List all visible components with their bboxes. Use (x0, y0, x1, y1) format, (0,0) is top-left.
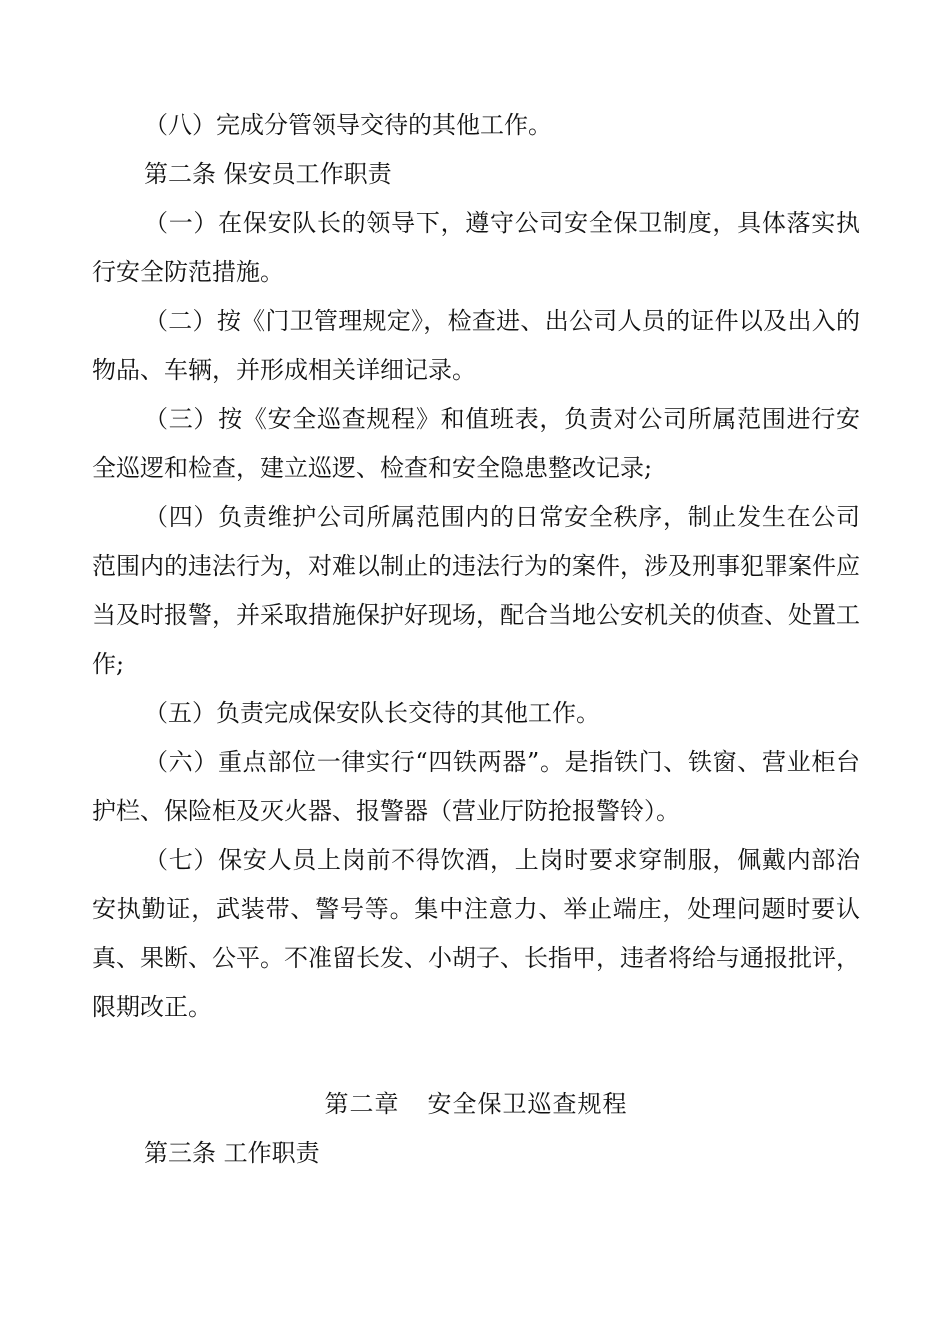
paragraph-item-3: （三）按《安全巡查规程》和值班表，负责对公司所属范围进行安全巡逻和检查，建立巡逻、检查和安全隐患整改记录; (92, 405, 860, 482)
paragraph-item-5: （五）负责完成保安队长交待的其他工作。 (144, 699, 600, 727)
paragraph-item-6: （六）重点部位一律实行“四铁两器”。是指铁门、铁窗、营业柜台护栏、保险柜及灭火器、报警器（营业厅防抢报警铃）。 (92, 748, 860, 825)
document-body (92, 101, 860, 1178)
chapter-number: 第二章 (324, 1090, 400, 1118)
article-2-heading: 第二条 保安员工作职责 (144, 160, 392, 188)
article-3-heading: 第三条 工作职责 (144, 1139, 320, 1167)
paragraph-item-2: （二）按《门卫管理规定》，检查进、出公司人员的证件以及出入的物品、车辆，并形成相关详细记录。 (92, 307, 860, 384)
chapter-title: 安全保卫巡查规程 (427, 1090, 628, 1118)
paragraph-item-8: （八）完成分管领导交待的其他工作。 (144, 111, 552, 139)
paragraph-item-1: （一）在保安队长的领导下，遵守公司安全保卫制度，具体落实执行安全防范措施。 (92, 209, 860, 286)
paragraph-item-7: （七）保安人员上岗前不得饮酒，上岗时要求穿制服，佩戴内部治安执勤证，武装带、警号等。集中注意力、举止端庄，处理问题时要认真、果断、公平。不准留长发、小胡子、长指甲，违者将给与通报批评，限期改正。 (92, 846, 860, 1021)
chapter-heading (92, 1080, 860, 1129)
paragraph-item-4: （四）负责维护公司所属范围内的日常安全秩序，制止发生在公司范围内的违法行为，对难以制止的违法行为的案件，涉及刑事犯罪案件应当及时报警，并采取措施保护好现场，配合当地公安机关的侦查、处置工作; (92, 503, 860, 678)
